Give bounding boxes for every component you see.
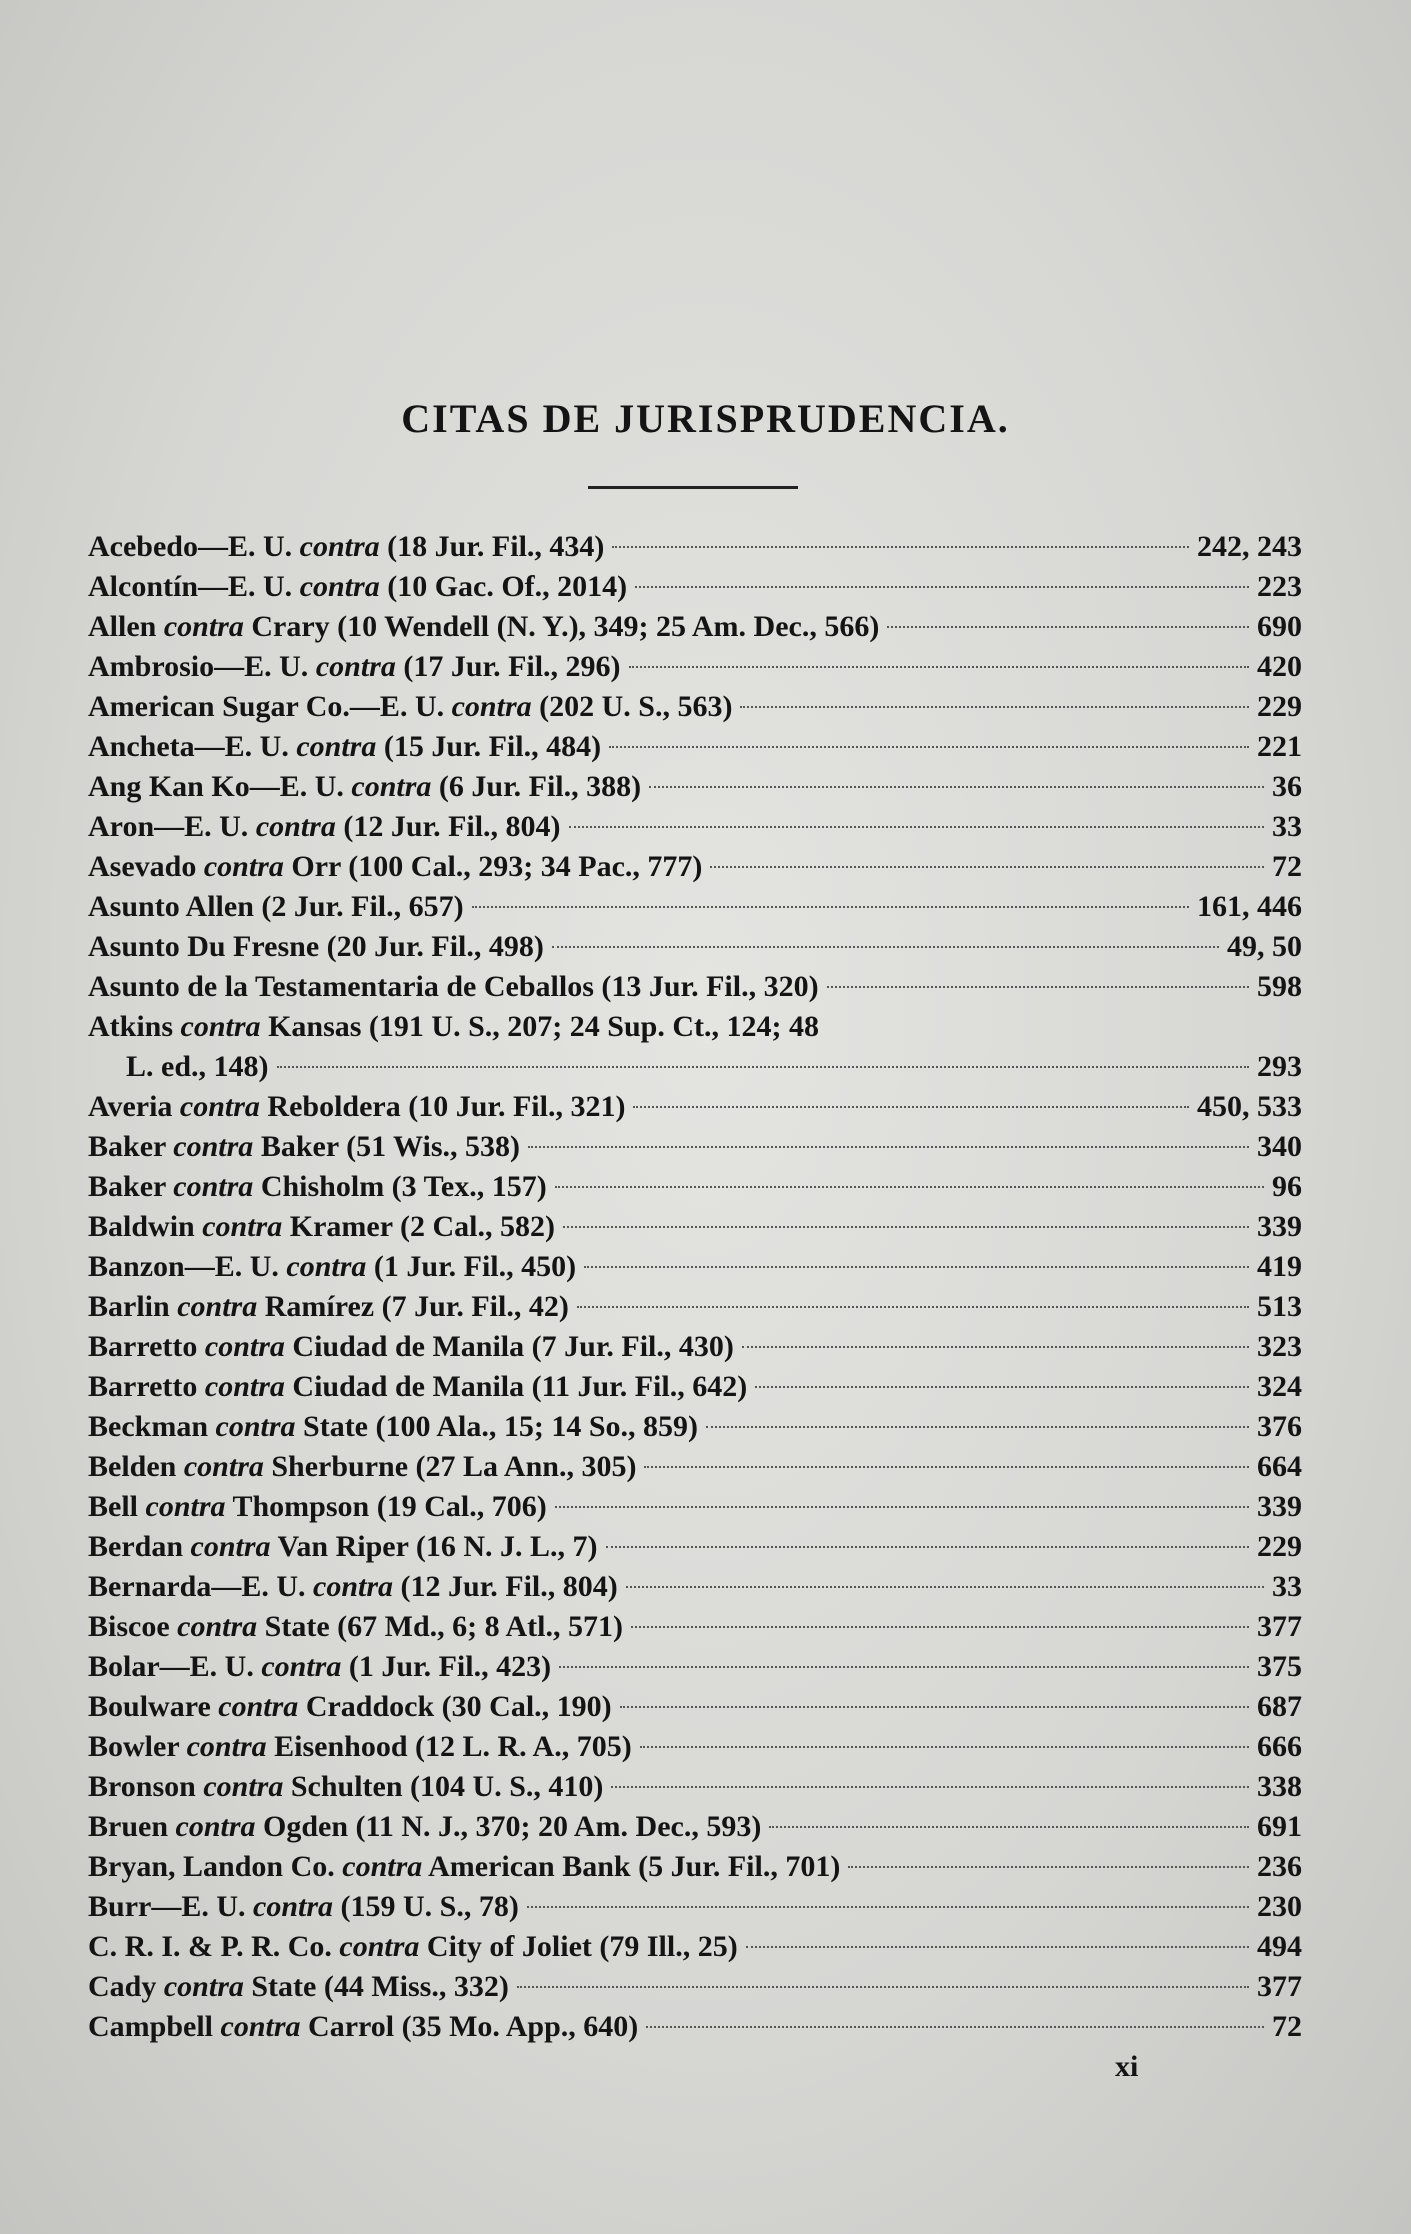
citation-line [88,1687,1302,1727]
case-reference: State (67 Md., 6; 8 Atl., 571) [257,1610,623,1643]
citation-entry [88,1367,1302,1407]
citation-entry [88,1007,1302,1087]
citation-line [88,1647,1302,1687]
citation-text [88,607,879,647]
citation-entry [88,1287,1302,1327]
citation-line [88,927,1302,967]
page-reference: 242, 243 [1197,530,1302,563]
citation-text [88,967,819,1007]
citation-text [88,1847,840,1887]
dot-leader [609,744,1249,748]
case-party: Cady [88,1970,164,2003]
case-reference: Kansas (191 U. S., 207; 24 Sup. Ct., 124; 48 [260,1010,819,1043]
citation-text [88,1567,618,1607]
contra-word: contra [183,1450,264,1483]
page-reference: 96 [1272,1170,1302,1203]
case-reference: Ogden (11 N. J., 370; 20 Am. Dec., 593) [255,1810,762,1843]
citation-text [88,1407,698,1447]
contra-word: contra [342,1850,423,1883]
contra-word: contra [451,690,532,723]
contra-word: contra [296,730,377,763]
citation-line [88,1567,1302,1607]
citation-line [88,1007,1302,1047]
case-party: Averia [88,1090,180,1123]
citation-line [88,1407,1302,1447]
citation-line [88,1087,1302,1127]
case-reference: (17 Jur. Fil., 296) [395,650,621,683]
dot-leader [472,904,1189,908]
contra-word: contra [339,1930,420,1963]
citation-text [88,1447,636,1487]
case-party: Campbell [88,2010,221,2043]
citation-entry [88,1727,1302,1767]
citation-text [88,927,544,967]
dot-leader [827,984,1249,988]
dot-leader [649,784,1264,788]
page-reference: 420 [1257,650,1302,683]
citation-entry [88,1967,1302,2007]
page-reference: 223 [1257,570,1302,603]
page-reference: 49, 50 [1227,930,1302,963]
page-reference: 450, 533 [1197,1090,1302,1123]
case-party: Beckman [88,1410,216,1443]
citation-text [88,1527,598,1567]
case-reference: Schulten (104 U. S., 410) [283,1770,604,1803]
citation-entry [88,1327,1302,1367]
citation-line [88,1847,1302,1887]
citation-line [88,1367,1302,1407]
contra-word: contra [220,2010,301,2043]
citation-line [88,1327,1302,1367]
citation-line [88,1487,1302,1527]
case-reference: Carrol (35 Mo. App., 640) [300,2010,639,2043]
dot-leader [887,624,1249,628]
case-reference: (159 U. S., 78) [333,1890,519,1923]
citation-line [88,607,1302,647]
page-reference: 36 [1272,770,1302,803]
case-party: Baker [88,1170,174,1203]
page-reference: 340 [1257,1130,1302,1163]
case-reference: Kramer (2 Cal., 582) [282,1210,555,1243]
contra-word: contra [204,1330,285,1363]
dot-leader [755,1384,1249,1388]
page-reference: 691 [1257,1810,1302,1843]
case-party: Ancheta—E. U. [88,730,297,763]
dot-leader [644,1464,1249,1468]
page-reference: 323 [1257,1330,1302,1363]
citation-text [88,1247,576,1287]
citation-line [88,567,1302,607]
citation-text [88,727,601,767]
dot-leader [746,1944,1249,1948]
citation-entry [88,1207,1302,1247]
case-party: Acebedo—E. U. [88,530,300,563]
citation-entry [88,527,1302,567]
case-reference: (10 Gac. Of., 2014) [379,570,628,603]
contra-word: contra [180,1010,261,1043]
citation-text [88,767,641,807]
citation-entry [88,1407,1302,1447]
citation-entry [88,1687,1302,1727]
dot-leader [606,1544,1249,1548]
dot-leader [552,944,1219,948]
citation-line [88,1127,1302,1167]
case-reference: Crary (10 Wendell (N. Y.), 349; 25 Am. Dec., 566) [243,610,880,643]
case-reference: Ciudad de Manila (7 Jur. Fil., 430) [284,1330,734,1363]
page-number: xi [1115,2050,1139,2083]
page-reference: 230 [1257,1890,1302,1923]
citation-line [88,2007,1302,2047]
dot-leader [848,1864,1249,1868]
dot-leader [631,1624,1249,1628]
page-reference: 375 [1257,1650,1302,1683]
citation-text [88,887,464,927]
dot-leader [559,1664,1249,1668]
page-reference: 598 [1257,970,1302,1003]
citation-text [88,1367,747,1407]
contra-word: contra [218,1690,299,1723]
contra-word: contra [173,1170,254,1203]
case-party: Banzon—E. U. [88,1250,287,1283]
dot-leader [626,1584,1264,1588]
case-party: Bryan, Landon Co. [88,1850,343,1883]
dot-leader [517,1984,1249,1988]
page-reference: 324 [1257,1370,1302,1403]
case-party: American Sugar Co.—E. U. [88,690,452,723]
citation-text [88,847,702,887]
citation-text [88,567,627,607]
citation-line [88,1887,1302,1927]
citation-text [88,1327,734,1367]
citation-entry [88,1927,1302,1967]
case-party: Bruen [88,1810,176,1843]
citation-line [88,1527,1302,1567]
case-reference: Orr (100 Cal., 293; 34 Pac., 777) [283,850,703,883]
case-party: Atkins [88,1010,181,1043]
citation-entry [88,567,1302,607]
citation-entry [88,1767,1302,1807]
citation-line [88,767,1302,807]
contra-word: contra [315,650,396,683]
citation-entry [88,1887,1302,1927]
case-party: Burr—E. U. [88,1890,253,1923]
page-reference: 339 [1257,1490,1302,1523]
citation-entry [88,647,1302,687]
citation-entry [88,1167,1302,1207]
dot-leader [740,704,1249,708]
case-reference: State (44 Miss., 332) [243,1970,509,2003]
case-party: Bronson [88,1770,204,1803]
citation-text [88,807,561,847]
case-party: Allen [88,610,164,643]
page-reference: 494 [1257,1930,1302,1963]
contra-word: contra [203,850,284,883]
citation-entry [88,1847,1302,1887]
dot-leader [612,544,1189,548]
case-party: C. R. I. & P. R. Co. [88,1930,340,1963]
citation-line [88,1607,1302,1647]
case-reference: (18 Jur. Fil., 434) [379,530,605,563]
citation-text [88,1207,555,1247]
citation-text [88,1887,519,1927]
case-party: Asunto de la Testamentaria de Ceballos (13 Jur. Fil., 320) [88,970,819,1003]
page-reference: 376 [1257,1410,1302,1443]
citation-entry [88,1087,1302,1127]
contra-word: contra [204,1370,285,1403]
citation-line [88,1767,1302,1807]
dot-leader [569,824,1264,828]
contra-word: contra [299,570,380,603]
citation-text [88,1807,761,1847]
citation-entry [88,887,1302,927]
dot-leader [620,1704,1249,1708]
case-reference: Baker (51 Wis., 538) [253,1130,521,1163]
citation-line [88,527,1302,567]
citation-line [88,1727,1302,1767]
case-party: Asevado [88,850,204,883]
citation-line [88,1167,1302,1207]
citation-text [88,687,732,727]
citation-entry [88,1247,1302,1287]
contra-word: contra [190,1530,271,1563]
case-reference: Eisenhood (12 L. R. A., 705) [266,1730,632,1763]
case-reference: Chisholm (3 Tex., 157) [253,1170,547,1203]
citation-text [88,1767,603,1807]
contra-word: contra [163,610,244,643]
citation-text [88,1127,520,1167]
dot-leader [633,1104,1189,1108]
citation-entry [88,1567,1302,1607]
contra-word: contra [286,1250,367,1283]
case-reference: Craddock (30 Cal., 190) [298,1690,612,1723]
case-party: Ang Kan Ko—E. U. [88,770,352,803]
contra-word: contra [299,530,380,563]
citation-text [88,1007,819,1047]
continuation-text: L. ed., 148) [126,1050,269,1083]
case-reference: (202 U. S., 563) [531,690,733,723]
case-reference: (1 Jur. Fil., 450) [366,1250,577,1283]
contra-word: contra [173,1130,254,1163]
citation-line [88,647,1302,687]
citation-text [88,1687,612,1727]
case-party: Baker [88,1130,174,1163]
dot-leader [646,2024,1264,2028]
page-title: CITAS DE JURISPRUDENCIA. [401,396,1010,441]
citation-entry [88,2007,1302,2047]
dot-leader [584,1264,1249,1268]
case-reference: Sherburne (27 La Ann., 305) [263,1450,637,1483]
citation-line [88,1207,1302,1247]
dot-leader [527,1904,1249,1908]
citation-entry [88,727,1302,767]
citation-text [88,1607,623,1647]
citation-line [88,1967,1302,2007]
contra-word: contra [202,1210,283,1243]
citation-text [88,1487,547,1527]
case-party: Berdan [88,1530,191,1563]
page-reference: 687 [1257,1690,1302,1723]
citation-line [88,967,1302,1007]
contra-word: contra [313,1570,394,1603]
page-reference: 419 [1257,1250,1302,1283]
case-reference: (1 Jur. Fil., 423) [341,1650,552,1683]
citation-text [88,1927,738,1967]
citation-entry [88,687,1302,727]
case-party: Bernarda—E. U. [88,1570,313,1603]
case-reference: American Bank (5 Jur. Fil., 701) [422,1850,841,1883]
dot-leader [555,1184,1264,1188]
page-reference: 221 [1257,730,1302,763]
contra-word: contra [175,1810,256,1843]
dot-leader [277,1064,1250,1068]
case-party: Barretto [88,1370,205,1403]
page-reference: 33 [1272,810,1302,843]
citation-entry [88,1647,1302,1687]
case-party: Bolar—E. U. [88,1650,262,1683]
citation-line [88,727,1302,767]
case-party: Boulware [88,1690,219,1723]
page-reference: 666 [1257,1730,1302,1763]
citation-entry [88,767,1302,807]
page-reference: 33 [1272,1570,1302,1603]
case-reference: Thompson (19 Cal., 706) [225,1490,547,1523]
page-reference: 229 [1257,690,1302,723]
dot-leader [611,1784,1249,1788]
contra-word: contra [203,1770,284,1803]
case-party: Biscoe [88,1610,178,1643]
case-reference: (15 Jur. Fil., 484) [376,730,602,763]
citation-entry [88,607,1302,647]
case-reference: Ramírez (7 Jur. Fil., 42) [257,1290,569,1323]
dot-leader [706,1424,1249,1428]
citation-line [88,1287,1302,1327]
citation-entry [88,1607,1302,1647]
citation-entry [88,807,1302,847]
citation-entry [88,1487,1302,1527]
contra-word: contra [215,1410,296,1443]
dot-leader [640,1744,1249,1748]
citation-line [88,887,1302,927]
page-reference: 236 [1257,1850,1302,1883]
dot-leader [629,664,1249,668]
contra-word: contra [145,1490,226,1523]
citation-entry [88,1127,1302,1167]
citation-entry [88,847,1302,887]
citation-list [88,527,1302,2047]
citation-text [88,1967,509,2007]
case-party: Alcontín—E. U. [88,570,300,603]
contra-word: contra [351,770,432,803]
case-reference: City of Joliet (79 Ill., 25) [419,1930,738,1963]
dot-leader [563,1224,1249,1228]
case-party: Asunto Allen (2 Jur. Fil., 657) [88,890,464,923]
contra-word: contra [255,810,336,843]
citation-text [88,527,604,567]
contra-word: contra [179,1090,260,1123]
page-reference: 338 [1257,1770,1302,1803]
citation-line [88,807,1302,847]
citation-text [88,1727,632,1767]
citation-line [88,1447,1302,1487]
citation-text [88,2007,638,2047]
page-reference: 377 [1257,1610,1302,1643]
citation-entry [88,1447,1302,1487]
contra-word: contra [253,1890,334,1923]
case-party: Ambrosio—E. U. [88,650,316,683]
citation-entry [88,927,1302,967]
dot-leader [710,864,1264,868]
case-reference: Reboldera (10 Jur. Fil., 321) [259,1090,626,1123]
page-reference: 339 [1257,1210,1302,1243]
contra-word: contra [261,1650,342,1683]
citation-text [88,1087,625,1127]
citation-entry [88,1807,1302,1847]
case-reference: State (100 Ala., 15; 14 So., 859) [295,1410,698,1443]
page-reference: 229 [1257,1530,1302,1563]
dot-leader [577,1304,1249,1308]
citation-entry [88,967,1302,1007]
case-reference: (12 Jur. Fil., 804) [335,810,561,843]
page-reference: 664 [1257,1450,1302,1483]
case-reference: Ciudad de Manila (11 Jur. Fil., 642) [284,1370,748,1403]
case-party: Baldwin [88,1210,203,1243]
case-party: Aron—E. U. [88,810,256,843]
page-reference: 72 [1272,850,1302,883]
case-party: Bowler [88,1730,187,1763]
case-reference: (12 Jur. Fil., 804) [393,1570,618,1603]
citation-text [88,1287,569,1327]
case-party: Bell [88,1490,146,1523]
contra-word: contra [177,1290,258,1323]
citation-line [88,1247,1302,1287]
page-reference: 513 [1257,1290,1302,1323]
dot-leader [769,1824,1249,1828]
title-rule [588,486,798,489]
citation-continuation [88,1047,1302,1087]
citation-line [88,1807,1302,1847]
dot-leader [528,1144,1249,1148]
citation-line [88,687,1302,727]
citation-text [88,1167,547,1207]
page-reference: 161, 446 [1197,890,1302,923]
dot-leader [742,1344,1249,1348]
case-reference: Van Riper (16 N. J. L., 7) [270,1530,598,1563]
case-party: Belden [88,1450,184,1483]
dot-leader [555,1504,1249,1508]
citation-text [88,647,621,687]
page-reference: 293 [1257,1050,1302,1083]
contra-word: contra [177,1610,258,1643]
case-party: Barretto [88,1330,205,1363]
contra-word: contra [163,1970,244,2003]
page-reference: 690 [1257,610,1302,643]
page-reference: 72 [1272,2010,1302,2043]
contra-word: contra [186,1730,267,1763]
case-party: Barlin [88,1290,178,1323]
dot-leader [635,584,1249,588]
case-party: Asunto Du Fresne (20 Jur. Fil., 498) [88,930,544,963]
citation-line [88,1927,1302,1967]
citation-text [88,1647,551,1687]
case-reference: (6 Jur. Fil., 388) [431,770,642,803]
citation-entry [88,1527,1302,1567]
page-reference: 377 [1257,1970,1302,2003]
citation-line [88,847,1302,887]
